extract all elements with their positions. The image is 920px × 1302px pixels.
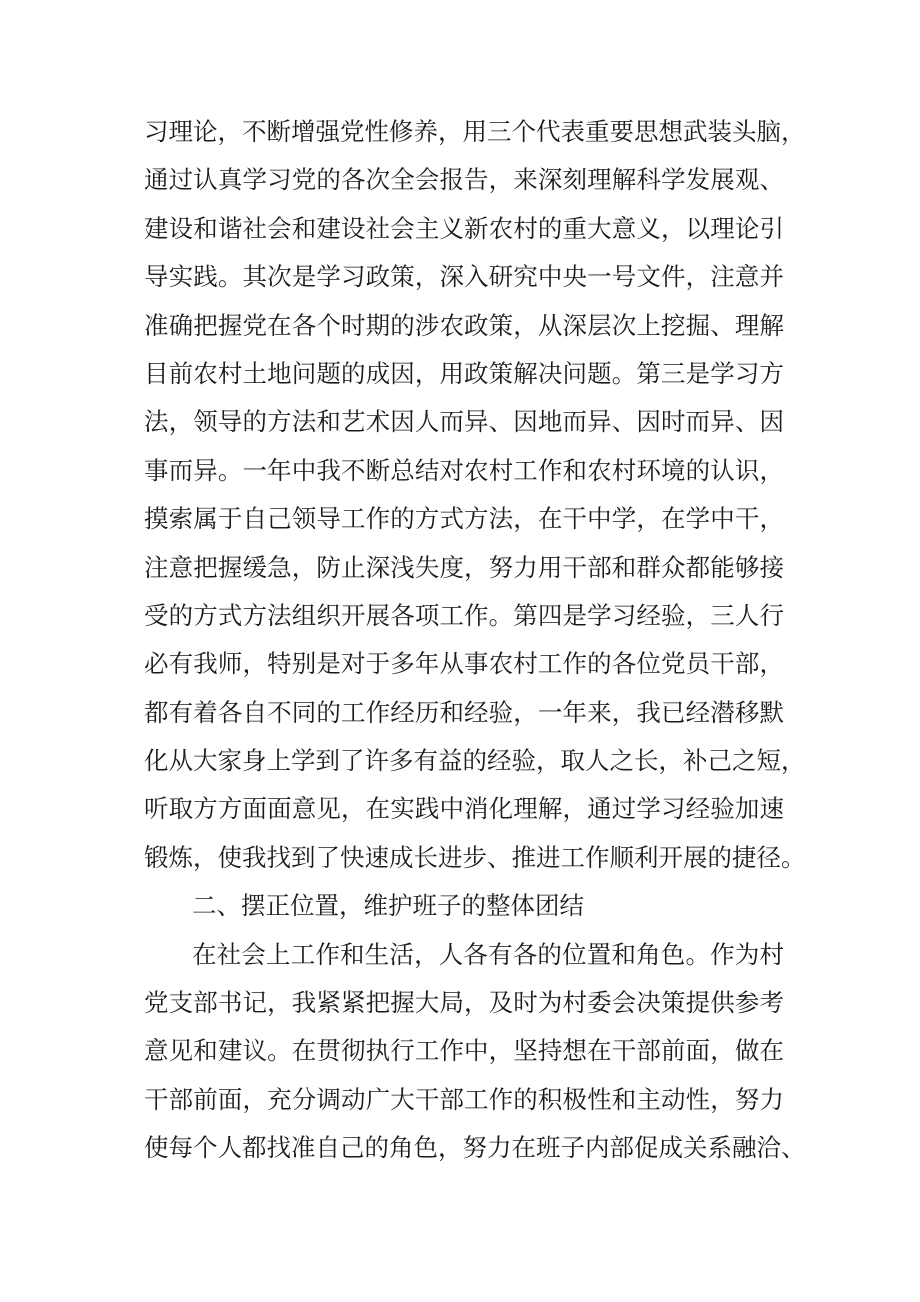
text-line: 事而异。一年中我不断总结对农村工作和农村环境的认识，: [144, 455, 784, 485]
text-line: 意见和建议。在贯彻执行工作中，坚持想在干部前面，做在: [144, 1036, 784, 1066]
text-line: 习理论，不断增强党性修养，用三个代表重要思想武装头脑，: [144, 117, 806, 146]
text-line: 党支部书记，我紧紧把握大局，及时为村委会决策提供参考: [144, 988, 784, 1018]
text-line: 目前农村土地问题的成因，用政策解决问题。第三是学习方: [144, 358, 784, 388]
text-line: 法，领导的方法和艺术因人而异、因地而异、因时而异、因: [144, 407, 784, 437]
text-line: 准确把握党在各个时期的涉农政策，从深层次上挖掘、理解: [144, 310, 784, 340]
text-line: 受的方式方法组织开展各项工作。第四是学习经验，三人行: [144, 600, 784, 630]
paragraph-1: [144, 108, 806, 882]
section-heading: 二、摆正位置，维护班子的整体团结: [192, 891, 584, 921]
text-line: 摸索属于自己领导工作的方式方法，在干中学，在学中干，: [144, 504, 784, 534]
text-line: 必有我师，特别是对于多年从事农村工作的各位党员干部，: [144, 649, 784, 679]
document-body: [144, 108, 806, 1173]
text-line: 导实践。其次是学习政策，深入研究中央一号文件，注意并: [144, 262, 784, 292]
text-line: 通过认真学习党的各次全会报告，来深刻理解科学发展观、: [144, 165, 784, 195]
text-line: 化从大家身上学到了许多有益的经验，取人之长，补己之短，: [144, 746, 806, 776]
text-line: 都有着各自不同的工作经历和经验，一年来，我已经潜移默: [144, 697, 784, 727]
text-line: 注意把握缓急，防止深浅失度，努力用干部和群众都能够接: [144, 552, 784, 582]
text-line: 使每个人都找准自己的角色，努力在班子内部促成关系融洽、: [144, 1133, 806, 1163]
text-line: 干部前面，充分调动广大干部工作的积极性和主动性，努力: [144, 1084, 784, 1114]
text-line: 锻炼，使我找到了快速成长进步、推进工作顺利开展的捷径。: [144, 842, 806, 872]
text-line: 在社会上工作和生活，人各有各的位置和角色。作为村: [192, 939, 784, 969]
text-line: 听取方方面面意见，在实践中消化理解，通过学习经验加速: [144, 794, 784, 824]
text-line: 建设和谐社会和建设社会主义新农村的重大意义，以理论引: [144, 213, 784, 243]
paragraph-2: [144, 931, 806, 1173]
